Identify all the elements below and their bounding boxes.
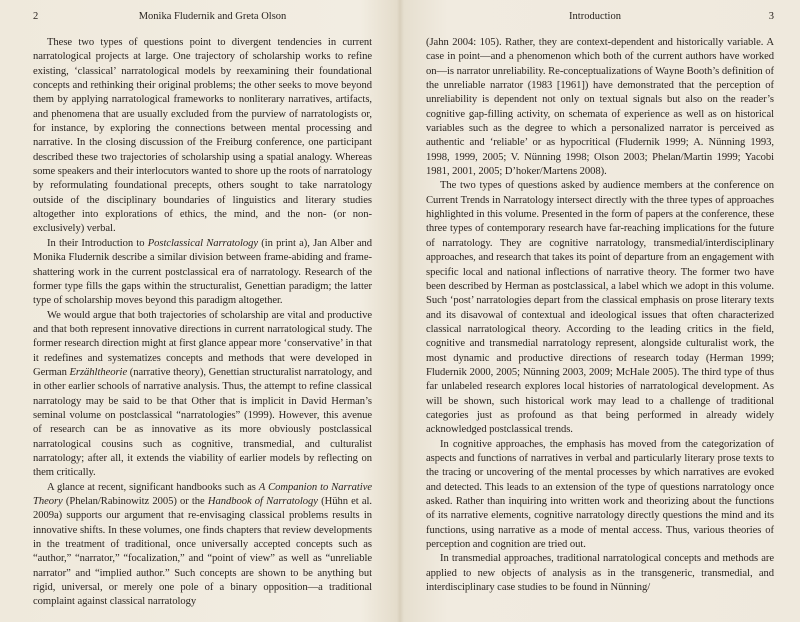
paragraph: (Jahn 2004: 105). Rather, they are context-dependent and historically variable. A case in point—and a phenomenon which both of the current authors have worked on—is narrator unreliability. Re-conceptualizations of Wayne Booth’s definition of the unreliable narrator (1983 [1961]) have demonstrated that the perception of unreliability is dependent not only on textual signals but also on the reader’s cognitive gap-filling activity, on schemata of experience as well as on historical variables such as the degree to which a personalized narrator is perceived as authentic and ‘reliable’ or as hypocritical (Fludernik 1999; A. Nünning 1993, 1998, 1999, 2005; V. Nünning 1998; Olson 2003; Phelan/Martin 1999; Yacobi 1981, 2001, 2005; D’hoker/Martens 2008). bbox=[426, 37, 774, 178]
paragraph: In cognitive approaches, the emphasis has moved from the categorization of aspects and functions of narratives in verbal and particularly literary prose texts to the tracing or uncovering of the mental processes by which narratives are evoked and detected. This leads to an extension of the type of questions narratology once asked. Rather than inquiring into written work and theorizing about the functions of its narrative elements, cognitive narratology directly questions the mind and its functions, using narrative as a mode of mental access. Thus, various theories of perception and cognition are tried out. bbox=[426, 438, 774, 551]
page-number: 2 bbox=[33, 11, 39, 22]
left-body-text bbox=[33, 36, 372, 610]
paragraph: The two types of questions asked by audience members at the conference on Current Trends in Narratology intersect directly with the three types of approaches highlighted in this volume. Presented in the form of papers at the conference, these three types of contemporary research have far-reaching implications for the future of narratology. They are cognitive narratology, transmedial/interdisciplinary approaches, and research that takes its point of departure from an engagement with specific local and national inflections of narrative theory. The former two have been described by Herman as postclassical, a label which we adopt in this volume. Such ‘post’ narratologies depart from the classical emphasis on prose literary texts and its disavowal of contextual and ideological issues that often characterized classical narratological theory. According to the leading critics in the field, cognitive and transmedial narratology represent, alongside culturalist work, the most dynamic and productive directions of research today (Herman 1999; Fludernik 2000, 2005; Nünning 2003, 2009; McHale 2005). The third type of thus far unlabeled research explores local histories of narratological development. As will be shown, such historical work may lead to a challenge of traditional categories just as profound as that being performed in already widely acknowledged postclassical trends. bbox=[426, 180, 774, 436]
paragraph: A glance at recent, significant handbooks such as A Companion to Narrative Theory (Phelan/Rabinowitz 2005) or the Handbook of Narratology (Hühn et al. 2009a) supports our argument that re-envisaging classical problems results in innovative shifts. In these volumes, one finds chapters that review developments in the treatment of traditional, once universally accepted concepts such as “author,” “narrator,” “focalization,” and “point of view” as well as “unreliable narrator” and “implied author.” Such concepts are shown to be anything but rigid, universal, or merely one pole of a binary opposition—a traditional complaint against classical narratology bbox=[33, 481, 372, 608]
right-page bbox=[400, 0, 800, 622]
running-head-title: Introduction bbox=[569, 11, 621, 22]
running-head-authors: Monika Fludernik and Greta Olson bbox=[138, 11, 287, 22]
paragraph: We would argue that both trajectories of scholarship are vital and productive and that both represent innovative directions in current narratological study. The former research direction might at first glance appear more ‘conservative’ in that it redefines and systematizes concepts and methods that were developed in German Erzähltheorie (narrative theory), Genettian structuralist narratology, and in other earlier schools of narrative analysis. Thus, the attempt to refine classical narratology may be said to be that Other that is implicit in David Herman’s seminal volume on postclassical “narratologies” (1999). However, this avenue of research can be as innovative as its more obviously postclassical narratological cousins such as cognitive, transmedial, and culturalist narratology; after all, it extends the viability of earlier models by reflecting on them critically. bbox=[33, 309, 372, 479]
left-running-head bbox=[33, 0, 372, 30]
paragraph: In transmedial approaches, traditional narratological concepts and methods are applied to new objects of analysis as in the transgeneric, transmedial, and interdisciplinary case studies to be found in Nünning/ bbox=[426, 553, 774, 594]
right-body-text bbox=[426, 36, 774, 595]
paragraph: These two types of questions point to divergent tendencies in current narratological projects at large. One trajectory of scholarship works to refine existing, ‘classical’ narratological models by reexamining their foundational concepts and rethinking their original problems; the other seeks to move beyond them by applying narratological frameworks to nonliterary narratives, artifacts, and phenomena that are usually excluded from the purview of narratologists or, for instance, by exploring the connections between mental processing and narrative. In the closing discussion of the Freiburg conference, one participant described these two trajectories of scholarship using a spatial analogy. Whereas some speakers and their interlocutors wanted to shore up the roots of narratology by reformulating foundational precepts, others sought to take narratology outside of the disciplinary boundaries of linguistics and literary studies altogether into explorations of ethics, the mind, and the non- (or non-exclusively) verbal. bbox=[33, 37, 372, 235]
right-running-head bbox=[426, 0, 774, 30]
paragraph: In their Introduction to Postclassical Narratology (in print a), Jan Alber and Monika Fludernik describe a similar division between frame-abiding and frame-shattering work in the current postclassical era of narratology. Research of the former type fills the gaps within the structuralist, Genettian paradigm; the latter type of scholarship moves beyond this paradigm altogether. bbox=[33, 237, 372, 307]
page-number: 3 bbox=[768, 11, 774, 22]
